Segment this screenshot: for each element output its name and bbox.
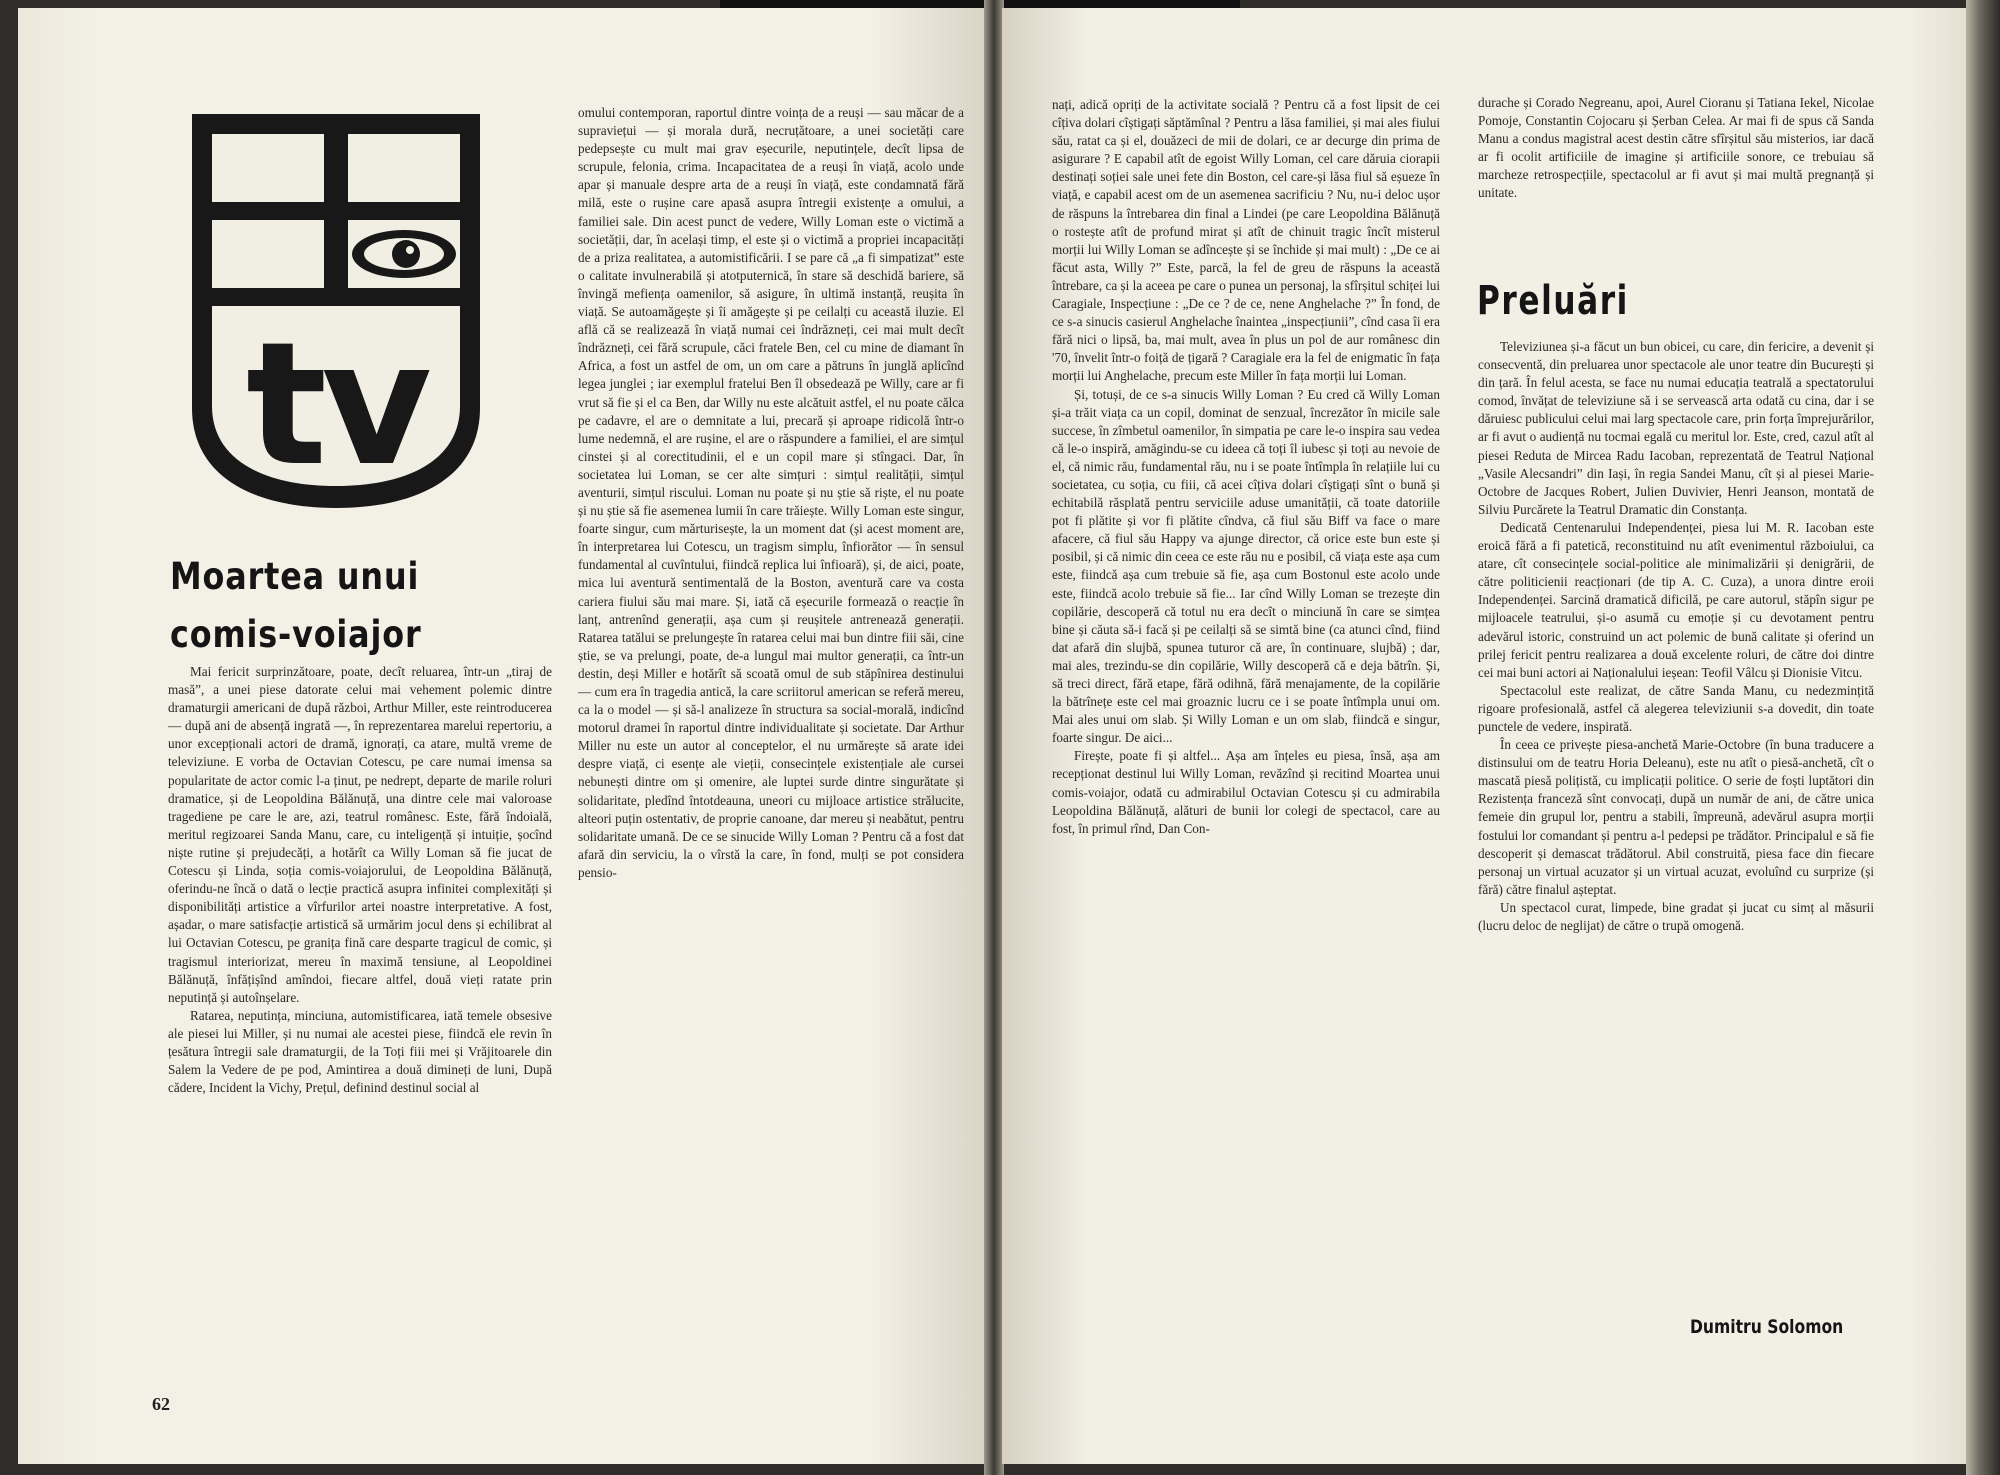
paragraph: Ratarea, neputința, minciuna, automistificarea, iată temele obsesive ale piesei lui Miller, și nu numai ale acestei piese, fiindcă ele revin în țesătura întregii sale dramaturgii, de la Toți fiii mei și Vrăjitoarele din Salem la Vedere de pe pod, Amintirea a două dimineți de luni, După cădere, Incident la Vichy, Prețul, definind destinul social al — [168, 1007, 552, 1096]
paragraph: Dedicată Centenarului Independenței, piesa lui M. R. Iacoban este eroică fără a fi patetică, reconstituind nu atît evenimentul războiului, ca atare, cît consecințele social-politice ale minimalizării și denigrării, de către politicienii reacționari (de tip A. C. Cuza), a unora dintre eroii Independenței. Sarcină dramatică dificilă, pe care autorul, stăpîn sigur pe mijloacele teatrului, și-o asumă cu emoție și cu devotament pentru adevărul istoric, construind un act polemic de bună calitate și oferind un prilej fericit pentru realizarea a două excelente roluri, de către doi dintre cei mai buni actori ai Naționalului ieșean: Teofil Vâlcu și Dionisie Vitcu. — [1478, 519, 1874, 680]
right-column-2-bottom — [1478, 338, 1874, 935]
book-gutter — [984, 0, 1004, 1475]
article-title-line2: comis-voiajor — [170, 613, 422, 656]
paragraph: nați, adică opriți de la activitate socială ? Pentru că a fost lipsit de cei cîțiva dolari cîștigați săptămînal ? Pentru a lăsa familiei, și mai ales fiului său, ratat ca și el, douăzeci de mii de dolari, ce ar decurge din prima de asigurare ? E capabil atît de egoist Willy Loman, cel care dăruia ciorapii destinați soției sale unei fete din Boston, cel care-și lăsa fiul să eșueze în viață, e capabil acest om de un asemenea sacrificiu ? Nu, nu-i deloc ușor de răspuns la întrebarea din final a Lindei (pe care Leopoldina Bălănuță o rostește atît de profund mirat și atît de chinuit tragic încît misterul morții lui Willy Loman se adîncește și se închide și mai mult) : „De ce ai făcut asta, Willy ?” Este, parcă, la fel de greu de răspuns la această întrebare, ca și la aceea pe care o punea un personaj, la sfîrșitul schiței lui Caragiale, Inspecțiune : „De ce ? de ce, nene Anghelache ?” În fond, de ce s-a sinucis casierul Anghelache înaintea „inspecțiunii”, cînd casa îi era fără nici o lipsă, ba, mai mult, avea în plus un pol de aur românesc din '70, învelit într-o foiță de țigară ? Caragiale era la fel de enigmatic în fața morții lui Anghelache, precum este Miller în fața morții lui Loman. — [1052, 97, 1440, 384]
paragraph: Un spectacol curat, limpede, bine gradat și jucat cu simț al măsurii (lucru deloc de neglijat) de către o trupă omogenă. — [1478, 899, 1874, 933]
left-page — [18, 8, 986, 1464]
author-signature: Dumitru Solomon — [1690, 1316, 1844, 1338]
paragraph: Televiziunea și-a făcut un bun obicei, cu care, din fericire, a devenit și consecventă, din preluarea unor spectacole ale unor teatre din București și din țară. În felul acesta, se face nu numai educația teatrală a spectatorului comod, învățat de televiziune să i se servească arta odată cu cina, dar i se dăruiesc publicului celui mai larg spectacole care, prin forța împrejurărilor, ar fi avut o audiență nu tocmai egală cu meritul lor. Este, cred, cazul atît al piesei Reduta de Mircea Radu Iacoban, reprezentată de Teatrul Național „Vasile Alecsandri” din Iași, în regia Sandei Manu, cît și al piesei Marie-Octobre de Jacques Robert, Julien Duvivier, Henri Jeanson, montată de Silviu Purcărete la Teatrul Dramatic din Constanța. — [1478, 339, 1874, 517]
section-title: Preluări — [1477, 278, 1629, 324]
article-title-line1: Moartea unui — [170, 555, 420, 598]
paragraph: Și, totuși, de ce s-a sinucis Willy Loman ? Eu cred că Willy Loman și-a trăit viața ca un copil, dominat de senzual, încrezător în micile sale succese, în zîmbetul oamenilor, în simpatia pe care le-o inspira sau vedea că le-o inspiră, amăgindu-se cu ideea că toți îl iubesc și toți au nevoie de el, că nimic rău, fundamental rău, nu i se poate întîmpla în relațiile lui cu societatea, cu soția, cu fiii, că acei cîțiva dolari cîștigați sînt o bună și echitabilă răsplată pentru serviciile aduse umanității, că toate datoriile pot fi plătite și vor fi plătite cîndva, că fiul său Biff va face o mare afacere, că fiul său Happy va ajunge director, că orice este bun este și posibil, și că nimic din ceea ce este rău nu e posibil, că viața este așa cum este, fiindcă așa cum trebuie să fie, așa cum Bostonul este acolo unde este, fiindcă acolo trebuie să fie... Iar cînd Willy Loman se trezește din copilărie, descoperă că totul nu era decît o minciună în care se simțea bine și căuta să-i facă și pe ceilalți să se simtă bine (ca atunci cînd, fiind dat afară din slujbă, spunea tuturor că are, în continuare, slujbă) ; dar, mai ales, trezindu-se din copilărie, Willy descoperă că e deja bătrîn. Și, să treci direct, fără etape, fără odihnă, fără menajamente, de la copilărie la bătrînețe este cel mai groaznic lucru ce i se poate întîmpla unui om. Mai ales unui om slab. Și Willy Loman e un om slab, fiindcă e singur, foarte singur. De aici... — [1052, 386, 1440, 746]
paragraph: În ceea ce privește piesa-anchetă Marie-Octobre (în buna traducere a distinsului om de teatru Horia Deleanu), este nu atît o piesă-anchetă, cît o mascată piesă polițistă, cu implicații politice. O serie de foști luptători din Rezistența franceză sînt convocați, după un număr de ani, de către unica femeie din grupul lor, pentru a stabili, împreună, adevărul asupra morții fostului lor comandant și pentru a-l pedepsi pe trădător. Principalul e să fie descoperit și demascat trădătorul. Abil construită, piesa face din fiecare personaj un virtual acuzator și un virtual acuzat, evoluînd cu surprize (și fără) către finalul așteptat. — [1478, 737, 1874, 897]
left-column-1 — [168, 663, 552, 1097]
right-column-1 — [1052, 96, 1440, 838]
paragraph: durache și Corado Negreanu, apoi, Aurel Cioranu și Tatiana Iekel, Nicolae Pomoje, Constantin Cojocaru și Șerban Celea. Ar mai fi de spus că Sanda Manu a condus magistral acest destin către sfîrșitul său misterios, iar dacă ar fi ocolit artificiile de imagine și artificiile sonore, ce trebuiau să marcheze retrospecțiile, spectacolul ar fi avut și mai multă pregnanță și unitate. — [1478, 95, 1874, 201]
paragraph: Spectacolul este realizat, de către Sanda Manu, cu nedezmințită rigoare profesională, astfel că alegerea televiziunii s-a dovedit, din toate punctele de vedere, inspirată. — [1478, 682, 1874, 734]
right-page — [1002, 8, 1966, 1464]
paragraph: Firește, poate fi și altfel... Așa am înțeles eu piesa, însă, așa am recepționat destinul lui Willy Loman, revăzînd și recitind Moartea unui comis-voiajor, odată cu admirabilul Octavian Cotescu și cu admirabila Leopoldina Bălănuță, alături de bunii lor colegi de spectacol, care au fost, în primul rînd, Dan Con- — [1052, 748, 1440, 836]
tv-shield-logo — [186, 108, 486, 513]
page-number: 62 — [152, 1394, 170, 1414]
book-edge — [1966, 0, 2000, 1475]
paragraph: omului contemporan, raportul dintre voința de a reuși — sau măcar de a supraviețui — și morala dură, necruțătoare, a unei societăți care pedepsește cu mult mai grav eșecurile, neputințele, decît lipsa de scrupule, felonia, crima. Incapacitatea de a reuși în viață, acolo unde apar și manuale despre arta de a reuși în viață, este condamnată fără milă, este o rușine care apasă asupra întregii existențe a omului, a familiei sale. Din acest punct de vedere, Willy Loman este o victimă a societății, dar, în același timp, el este și o victimă a propriei incapacități de a priza realitatea, a automistificării. I se pare că „a fi simpatizat” este o calitate invulnerabilă și atotputernică, în stare să deschidă bariere, să învingă mefiența oamenilor, să asigure, în ultimă instanță, reușita în viață. Se autoamăgește și îi amăgește și pe ceilalți cu această iluzie. El află că se realizează în viață numai cei îndrăzneți, cei mai mult decît îndrăzneți, cei fără scrupule, căci fratele Ben, cel cu mine de diamant în Africa, a fost un astfel de om, un om care a pătruns în junglă aplicînd legea junglei ; iar exemplul fratelui Ben îl obsedează pe Willy, care ar fi vrut să fie și el ca Ben, dar Willy nu este alcătuit astfel, el nu poate călca pe cadavre, el are o demnitate a lui, precară și aproape ridicolă într-o lume nedemnă, el are rușine, el are o răspundere a familiei, el are simțul cinstei și al corectitudinii, el e un copil mare și stîngaci. Dar, în societatea lui Loman, se cer alte simțuri : simțul realității, simțul aventurii, simțul riscului. Loman nu poate și nu știe să riște, el nu poate și nu știe să fie asemenea lumii în care trăiește. Willy Loman este singur, foarte singur, cum mărturisește, la un moment dat (și acest moment are, în interpretarea lui Cotescu, un tragism simplu, înfiorător — în sensul fundamental al cuvîntului, fiindcă replica lui înfioară), și, de aici, poate, mica lui aventură sentimentală de la Boston, aventură care va costa cariera fiului său mai mare. Și, iată că eșecurile formează o reacție în lanț, antrenînd generații, așa cum și reușitele antrenează generații. Ratarea tatălui se prelungește în ratarea celui mai bun dintre fiii săi, cine știe, se va prelungi, poate, de-a lungul mai multor generații, ca într-un destin, deși Miller e hotărît să scoată omul de sub stăpînirea destinului — cum era în tragedia antică, la care scriitorul american se referă mereu, ca la o model — și să-l analizeze în structura sa social-morală, indicînd motorul dramei în raportul dintre individualitate și societate. Dar Arthur Miller nu este un autor al conceptelor, el nu urmărește să arate idei despre viață, ci esențe ale vieții, consecințele existențiale ale cursei nebunești dintre om și omenire, ale luptei surde dintre singurătate și solidaritate, pledînd întotdeauna, uneori cu mijloace artistice strălucite, alteori puțin ostentativ, de proprie canoane, dar mereu și neabătut, pentru solidaritate umană. De ce se sinucide Willy Loman ? Pentru că a fost dat afară din serviciu, la o vîrstă la care, în fond, mulți se pot considera pensio- — [578, 105, 964, 880]
tv-logo-text: tv — [245, 306, 427, 504]
article-title — [170, 548, 497, 664]
left-column-2 — [578, 104, 964, 882]
top-dark-band — [720, 0, 1240, 8]
paragraph: Mai fericit surprinzătoare, poate, decît reluarea, într-un „tiraj de masă”, a unei piese datorate celui mai vehement polemic dintre dramaturgii americani de după război, Arthur Miller, este reintroducerea — după ani de absență ingrată —, în reprezentarea marelui repertoriu, a unor excepționali actori de dramă, ignorați, ca atare, multă vreme de televiziune. E vorba de Octavian Cotescu, pe care numai imensa sa popularitate de actor comic l-a ținut, pe nedrept, departe de marile roluri dramatice, și de Leopoldina Bălănuță, una dintre cele mai valoroase tragediene pe care le are, azi, teatrul românesc. Este, fără îndoială, meritul regizoarei Sanda Manu, care, cu inteligență și intuiție, șocînd niște rutine și prejudecăți, a hotărît ca Willy Loman să fie jucat de Cotescu și Linda, soția comis-voiajorului, de Leopoldina Bălănuță, oferindu-ne încă o dată o lecție practică asupra infinitei complexități și disponibilități artistice a vîrfurilor artei noastre interpretative. A fost, așadar, o mare satisfacție artistică să urmărim jocul dens și echilibrat al lui Octavian Cotescu, pe granița fină care desparte tragicul de comic, și tragismul interiorizat, mereu în maximă tensiune, al Leopoldinei Bălănuță, înfățișînd amîndoi, fiecare altfel, două vieți ratate prin neputință și autoînșelare. — [168, 664, 552, 1005]
right-column-2-top — [1478, 94, 1874, 203]
